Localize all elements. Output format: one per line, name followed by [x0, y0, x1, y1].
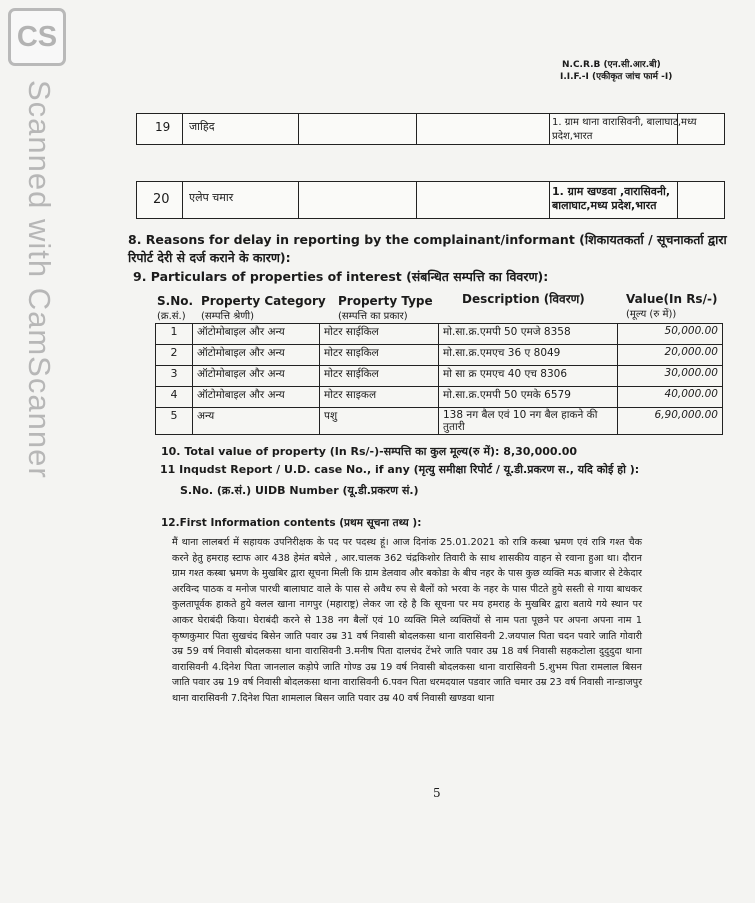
- section-8-delay-reasons: 8. Reasons for delay in reporting by the complainant/informant (शिकायतकर्ता / सूचनाकर्ता द्वारा रिपोर्ट देरी से दर्ज कराने के कारण):: [128, 232, 727, 265]
- accused-name: जाहिद: [189, 120, 215, 133]
- table-row: [156, 366, 723, 387]
- camscanner-logo: CS: [8, 8, 66, 66]
- cell-type: मोटर साइकल: [320, 387, 439, 408]
- cell-description: मो सा क्र एमएच 40 एच 8306: [439, 366, 618, 387]
- section-9-title: 9. Particulars of properties of interest (संबन्धित सम्पत्ति का विवरण):: [133, 269, 549, 284]
- accused-address: 1. ग्राम खण्डवा ,वारासिवनी, बालाघाट,मध्य प्रदेश,भारत: [552, 185, 671, 212]
- camscanner-watermark-text: Scanned with CamScanner: [22, 80, 57, 479]
- page-number: 5: [433, 786, 441, 800]
- cell-description: 138 नग बैल एवं 10 नग बैल हाकने की तुतारी: [439, 408, 618, 435]
- cell-category: ऑटोमोबाइल और अन्य: [193, 324, 320, 345]
- cell-category: ऑटोमोबाइल और अन्य: [193, 345, 320, 366]
- accused-row: [136, 113, 725, 145]
- form-header-iif: I.I.F.-I (एकीकृत जांच फार्म -I): [560, 72, 673, 82]
- cell-sno: 2: [156, 345, 193, 366]
- header-value: Value(In Rs/-) (मूल्य (रु में)): [626, 292, 718, 320]
- cell-value: 20,000.00: [618, 345, 723, 366]
- cell-value: 50,000.00: [618, 324, 723, 345]
- property-table: [155, 323, 723, 435]
- cell-description: मो.सा.क्र.एमपी 50 एमजे 8358: [439, 324, 618, 345]
- section-11-sub: S.No. (क्र.सं.) UIDB Number (यू.डी.प्रकरण सं.): [180, 484, 419, 497]
- accused-name: एलेप चमार: [189, 191, 234, 204]
- header-type: Property Type (सम्पत्ति का प्रकार): [338, 294, 433, 322]
- section-11-inquest: 11 Inqudst Report / U.D. case No., if any (मृत्यु समीक्षा रिपोर्ट / यू.डी.प्रकरण स., यदि कोई हो ):: [160, 463, 640, 476]
- cell-value: 40,000.00: [618, 387, 723, 408]
- form-header-ncrb: N.C.R.B (एन.सी.आर.बी): [562, 60, 661, 70]
- cell-category: अन्य: [193, 408, 320, 435]
- table-row: [156, 345, 723, 366]
- cell-sno: 4: [156, 387, 193, 408]
- section-12-title: 12.First Information contents (प्रथम सूचना तथ्य ):: [161, 517, 422, 529]
- accused-address: 1. ग्राम थाना वारासिवनी, बालाघाट,मध्य प्रदेश,भारत: [552, 117, 697, 142]
- accused-number: 19: [155, 120, 171, 134]
- table-row: [156, 408, 723, 435]
- cell-category: ऑटोमोबाइल और अन्य: [193, 387, 320, 408]
- table-row: [156, 387, 723, 408]
- accused-number: 20: [153, 192, 170, 207]
- section-10-total-value: 10. Total value of property (In Rs/-)-सम्पत्ति का कुल मूल्य(रु में): 8,30,000.00: [161, 445, 578, 458]
- header-description: Description (विवरण): [462, 292, 585, 306]
- accused-row: [136, 181, 725, 219]
- cell-type: पशु: [320, 408, 439, 435]
- cell-type: मोटर साईकिल: [320, 366, 439, 387]
- cell-value: 30,000.00: [618, 366, 723, 387]
- cell-description: मो.सा.क्र.एमएच 36 ए 8049: [439, 345, 618, 366]
- cell-value: 6,90,000.00: [618, 408, 723, 435]
- cell-type: मोटर साईकिल: [320, 324, 439, 345]
- cell-category: ऑटोमोबाइल और अन्य: [193, 366, 320, 387]
- cell-sno: 3: [156, 366, 193, 387]
- cell-sno: 1: [156, 324, 193, 345]
- cell-description: मो.सा.क्र.एमपी 50 एमके 6579: [439, 387, 618, 408]
- table-row: [156, 324, 723, 345]
- header-sno: S.No. (क्र.सं.): [157, 294, 194, 322]
- cell-sno: 5: [156, 408, 193, 435]
- cell-type: मोटर साइकिल: [320, 345, 439, 366]
- header-category: Property Category (सम्पत्ति श्रेणी): [201, 294, 326, 322]
- section-12-fir-body: मैं थाना लालबर्रा में सहायक उपनिरीक्षक के पद पर पदस्थ हूं। आज दिनांक 25.01.2021 को रात्रि कस्बा भ्रमण एवं रात्रि गश्त चैक करने हेतु हमराह स्टाफ आर 438 हेमंत बघेले , आर.चालक 362 चंद्रकिशोर तिवारी के साथ शासकीय वाहन से रवाना हुआ था। दौरान ग्राम गश्त कस्बा भ्रमण के मुखबिर द्वारा सूचना मिली कि ग्राम डेलवाव और बकोडा के बीच नहर के पास कुछ व्यक्ति मऊ बाजार से टेकेदार अरविन्द पाठक व मनोज पारधी बालाघाट वाले के पास से अवैध रुप से बैलों को भरवा के नहर के पास पीटते हुये सस्ती से गाया बाधकर कुलतापूर्वक हाकते हुये क्लल खाना नागपुर (महाराष्ट्र) लेकर जा रहे है कि सूचना पर मय हमराह के मुखबिर द्वारा बताये गये स्थान पर आकर घेराबंदी किया। घेराबंदी करने से 138 नग बैलों एवं 10 व्यक्ति मिले व्यक्तियों से नाम पता पूछने पर अपना अपना नाम 1 कृष्णकुमार पिता सुखचंद बिसेन जाति पवार उम्र 31 वर्ष निवासी बोदलकसा थाना वारासिवनी 2.जयपाल पिता चदन पवारे जाति गोवारी उम्र 59 वर्ष निवासी बोदलकसा थाना वारासिवनी 3.मनीष पिता दालचंद टेंभरे जाति पवार उम्र 18 वर्ष निवासी सहकटोला दुदुदुदा थाना वारासिवनी 4.दिनेश पिता जानलाल कड़ोपे जाति गोण्ड उम्र 19 वर्ष निवासी बोदलकसा थाना वारासिवनी 5.शुभम पिता रामलाल बिसन जाति पवार उम्र 19 वर्ष निवासी बोदलकसा थाना वारासिवनी 6.पवन पिता धरमदयाल पडवार जाति चमार उम्र 23 वर्ष निवासी नान्डाजपुर थाना वारासिवनी 7.दिनेश पिता शामलाल बिसन जाति पवार उम्र 40 वर्ष निवासी खण्डवा थाना: [172, 537, 642, 704]
